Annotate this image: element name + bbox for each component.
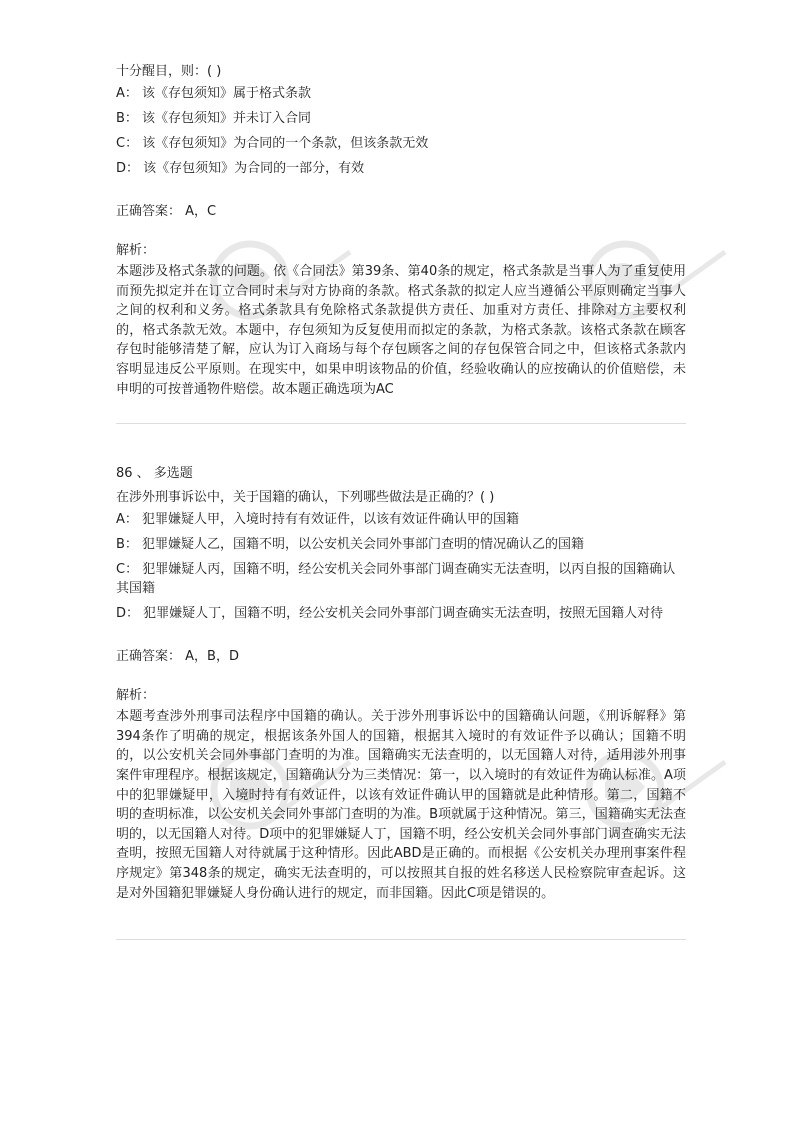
option-b: B： 犯罪嫌疑人乙，国籍不明，以公安机关会同外事部门查明的情况确认乙的国籍 bbox=[116, 537, 585, 553]
question-stem: 十分醒目，则：( ) bbox=[116, 64, 222, 79]
question-stem: 在涉外刑事诉讼中，关于国籍的确认，下列哪些做法是正确的？( ) bbox=[116, 490, 495, 506]
question-header: 86 、 多选题 bbox=[116, 466, 193, 482]
section-divider bbox=[116, 939, 686, 940]
content-column bbox=[116, 60, 686, 940]
question-block-85 bbox=[116, 60, 686, 399]
analysis-title: 解析： bbox=[116, 688, 156, 704]
analysis-text: 本题涉及格式条款的问题。依《合同法》第39条、第40条的规定，格式条款是当事人为了重复使用而预先拟定并在订立合同时未与对方协商的条款。格式条款的拟定人应当遵循公平原则确定当事人之间的权利和义务。格式条款具有免除格式条款提供方责任、加重对方责任、排除对方主要权利的，格式条款无效。本题中，存包须知为反复使用而拟定的条款，为格式条款。该格式条款在顾客存包时能够清楚了解，应认为订入商场与每个存包顾客之间的存包保管合同之中，但该格式条款内容明显违反公平原则。在现实中，如果申明该物品的价值，经验收确认的应按确认的价值赔偿，未申明的可按普通物件赔偿。故本题正确选项为AC bbox=[116, 264, 686, 397]
correct-answer: 正确答案： A，B，D bbox=[116, 649, 239, 665]
option-a: A： 该《存包须知》属于格式条款 bbox=[116, 86, 312, 101]
option-c: C： 犯罪嫌疑人丙，国籍不明，经公安机关会同外事部门调查确实无法查明，以丙自报的国籍确认其国籍 bbox=[116, 562, 676, 597]
section-divider bbox=[116, 423, 686, 424]
question-block-86 bbox=[116, 462, 686, 903]
analysis-title: 解析： bbox=[116, 243, 156, 258]
option-c: C： 该《存包须知》为合同的一个条款，但该条款无效 bbox=[116, 136, 429, 151]
option-d: D： 犯罪嫌疑人丁，国籍不明，经公安机关会同外事部门调查确实无法查明，按照无国籍人对待 bbox=[116, 606, 664, 622]
correct-answer: 正确答案： A，C bbox=[116, 204, 217, 219]
option-a: A： 犯罪嫌疑人甲，入境时持有有效证件，以该有效证件确认甲的国籍 bbox=[116, 512, 520, 528]
option-b: B： 该《存包须知》并未订入合同 bbox=[116, 111, 312, 126]
analysis-text: 本题考查涉外刑事司法程序中国籍的确认。关于涉外刑事诉讼中的国籍确认问题，《刑诉解释》第394条作了明确的规定，根据该条外国人的国籍，根据其入境时的有效证件予以确认；国籍不明的，以公安机关会同外事部门查明的为准。国籍确实无法查明的，以无国籍人对待，适用涉外刑事案件审理程序。根据该规定，国籍确认分为三类情况：第一，以入境时的有效证件为确认标准。A项中的犯罪嫌疑甲，入境时持有有效证件，以该有效证件确认甲的国籍就是此种情形。第二，国籍不明的查明标准，以公安机关会同外事部门查明的为准。B项就属于这种情况。第三，国籍确实无法查明的，以无国籍人对待。D项中的犯罪嫌疑人丁，国籍不明，经公安机关会同外事部门调查确实无法查明，按照无国籍人对待就属于这种情形。因此ABD是正确的。而根据《公安机关办理刑事案件程序规定》第348条的规定，确实无法查明的，可以按照其自报的姓名移送人民检察院审查起诉。这是对外国籍犯罪嫌疑人身份确认进行的规定，而非国籍。因此C项是错误的。 bbox=[116, 709, 686, 901]
option-d: D： 该《存包须知》为合同的一部分，有效 bbox=[116, 161, 365, 176]
